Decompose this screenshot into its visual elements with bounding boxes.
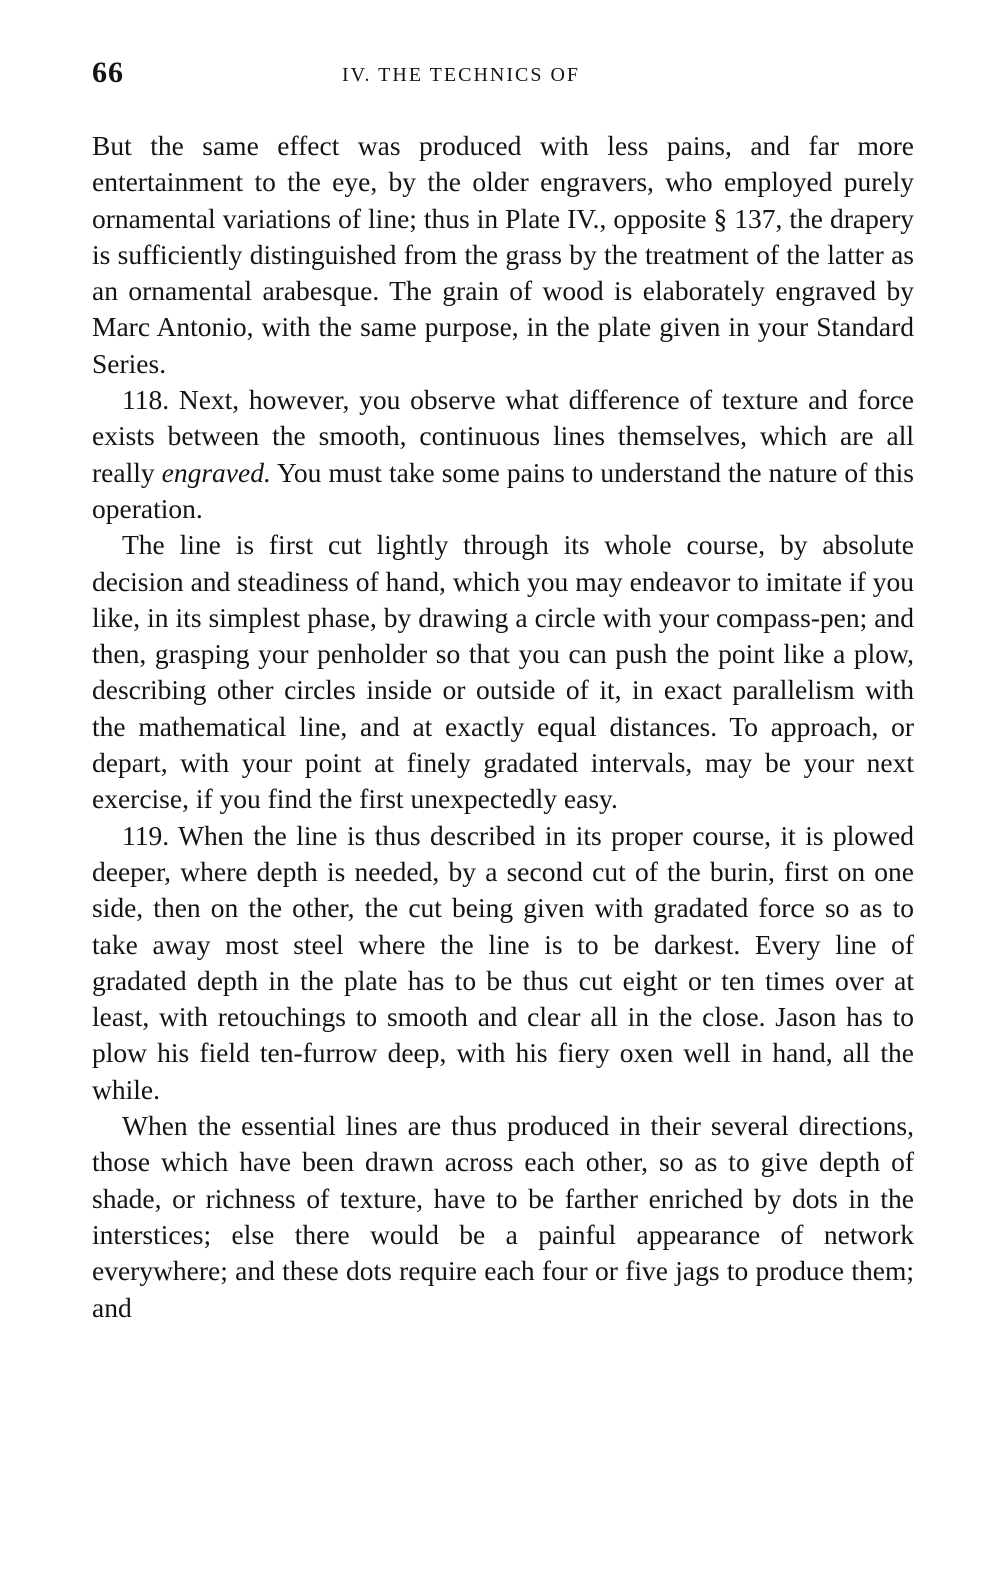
running-head: IV. THE TECHNICS OF [342,64,581,86]
paragraph-text: 118. Next, however, you observe what difference of texture and force exists between the smooth, continuous lines themselves, which are all really [92,384,914,488]
body-text [92,128,914,1326]
page-number: 66 [92,56,124,89]
paragraph [92,1108,914,1326]
paragraph-118 [92,382,914,527]
page-header [92,56,914,96]
paragraph-text: You must take some pains to understand the nature of this operation. [92,456,914,524]
paragraph-text: When the essential lines are thus produced in their several directions, those which have been drawn across each other, so as to give depth of shade, or richness of texture, have to be farther enriched by dots in the interstices; else there would be a painful appearance of network everywhere; and these dots require each four or five jags to produce them; and [92,1110,914,1323]
paragraph-119 [92,818,914,1108]
paragraph [92,128,914,382]
emphasis-engraved: engraved. [161,456,271,488]
paragraph-text: But the same effect was produced with less pains, and far more entertainment to the eye, by the older engravers, who employed purely ornamental variations of line; thus in Plate IV., opposite § 137, the drapery is sufficiently distinguished from the grass by the treatment of the latter as an ornamental arabesque. The grain of wood is elaborately engraved by Marc Antonio, with the same purpose, in the plate given in your Standard Series. [92,130,914,379]
paragraph [92,527,914,817]
paragraph-text: 119. When the line is thus described in its proper course, it is plowed deeper, where depth is needed, by a second cut of the burin, first on one side, then on the other, the cut being given with gradated force so as to take away most steel where the line is to be darkest. Every line of gradated depth in the plate has to be thus cut eight or ten times over at least, with retouchings to smooth and clear all in the close. Jason has to plow his field ten-furrow deep, with his fiery oxen well in hand, all the while. [92,819,914,1105]
paragraph-text: The line is first cut lightly through its whole course, by absolute decision and steadiness of hand, which you may endeavor to imitate if you like, in its simplest phase, by drawing a circle with your compass-pen; and then, grasping your penholder so that you can push the point like a plow, describing other circles inside or outside of it, in exact parallelism with the mathematical line, and at exactly equal distances. To approach, or depart, with your point at finely gradated intervals, may be your next exercise, if you find the first unexpectedly easy. [92,529,914,815]
